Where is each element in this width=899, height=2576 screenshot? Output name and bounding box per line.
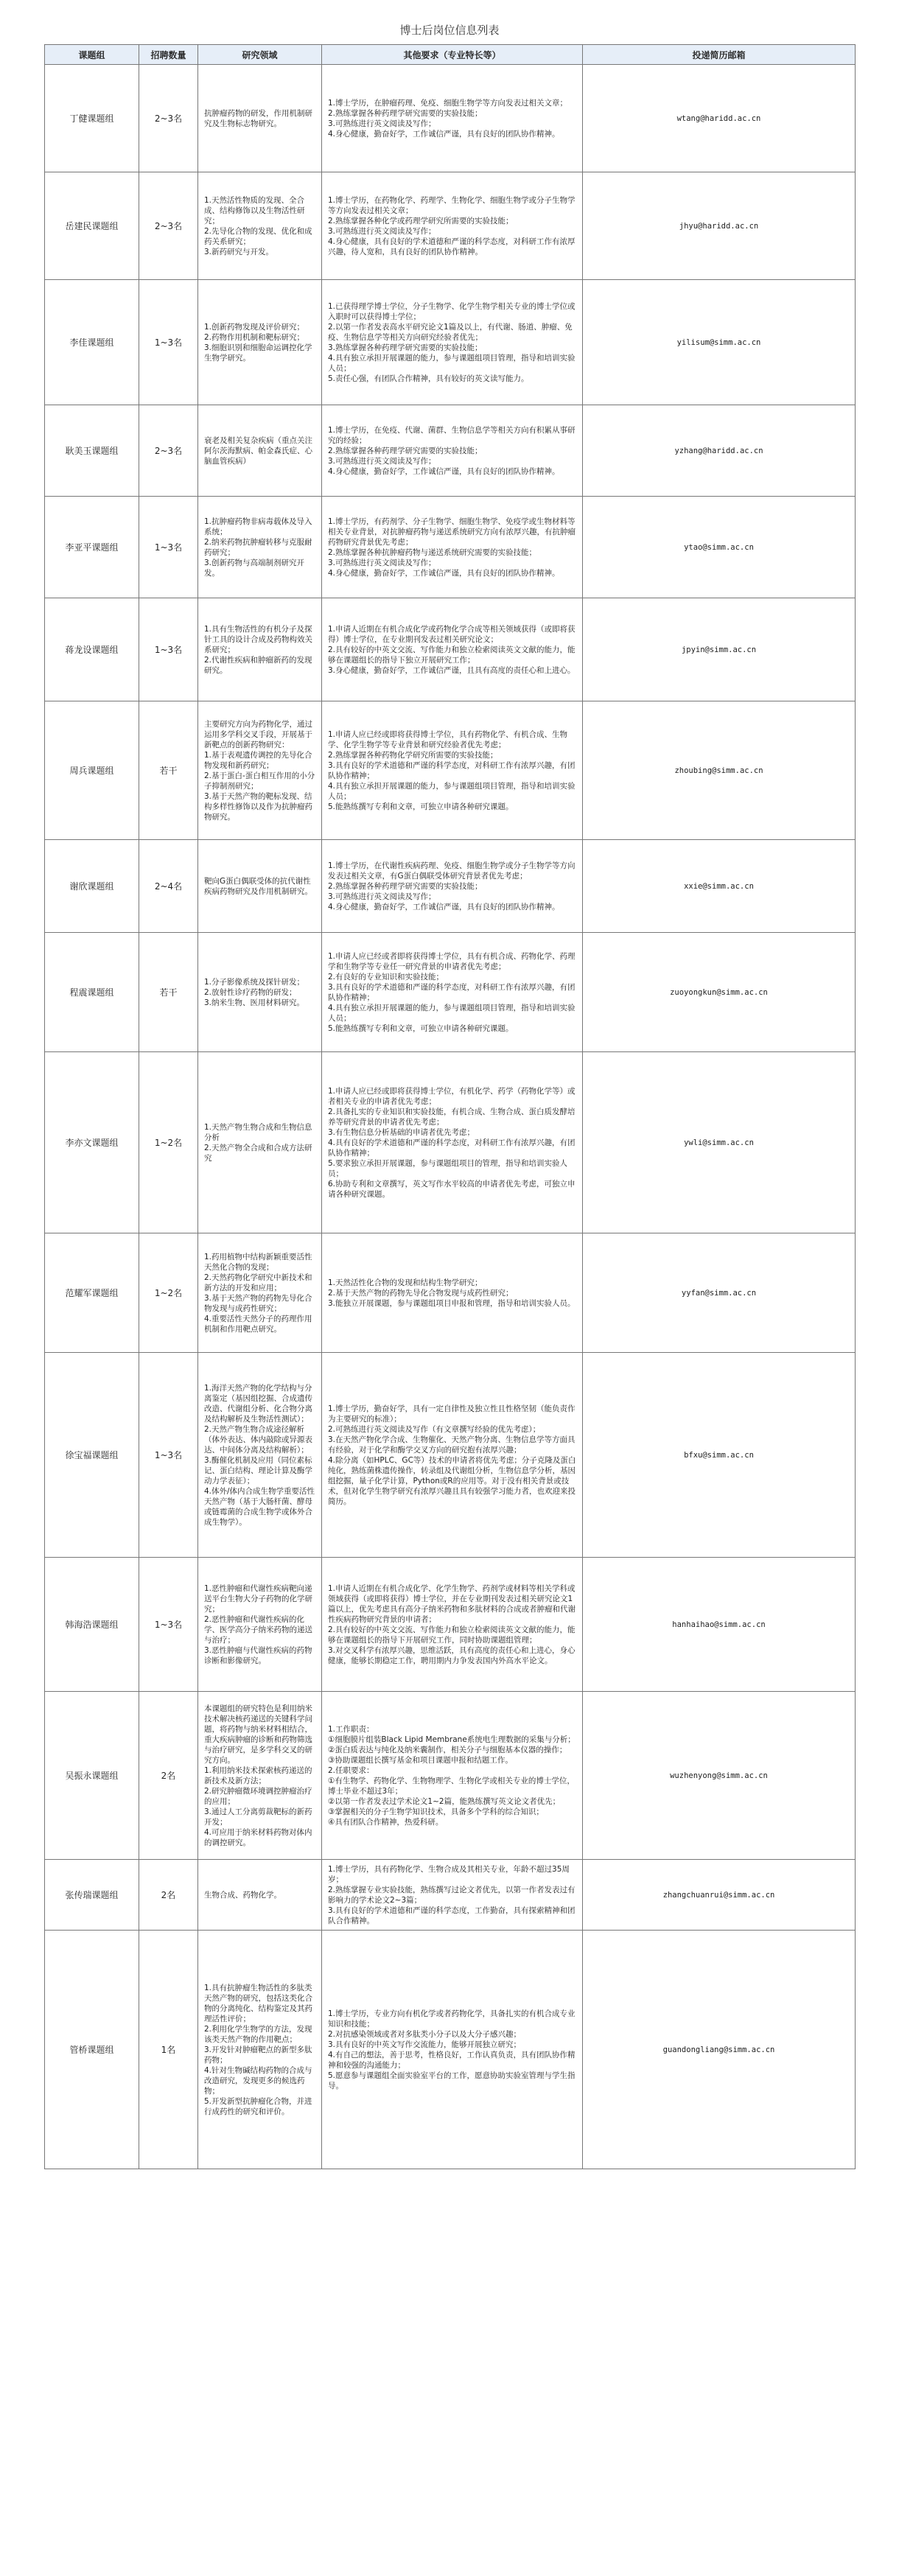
table-row: [45, 172, 856, 280]
requirements-cell: 1.博士学历，在肿瘤药理、免疫、细胞生物学等方向发表过相关文章； 2.熟练掌握各种药理学研究需要的实验技能； 3.可熟练进行英文阅读及写作； 4.身心健康，勤奋好学，工作诚信严谨，具有良好的团队协作精神。: [322, 65, 583, 172]
email-cell[interactable]: wtang@haridd.ac.cn: [583, 65, 856, 172]
group-name-cell: 吴振永课题组: [45, 1692, 139, 1860]
email-cell[interactable]: jhyu@haridd.ac.cn: [583, 172, 856, 280]
group-name-cell: 范耀军课题组: [45, 1233, 139, 1353]
group-name-cell: 耿美玉课题组: [45, 405, 139, 497]
email-cell[interactable]: wuzhenyong@simm.ac.cn: [583, 1692, 856, 1860]
table-row: [45, 1353, 856, 1558]
research-field-cell: 1.分子影像系统及探针研发； 2.放射性诊疗药物的研发； 3.纳米生物、医用材料研究。: [198, 933, 322, 1052]
position-table: [44, 44, 856, 2169]
email-cell[interactable]: zhangchuanrui@simm.ac.cn: [583, 1860, 856, 1931]
table-row: [45, 1860, 856, 1931]
hiring-count-cell: 1~3名: [139, 1353, 198, 1558]
column-header-email: 投递简历邮箱: [583, 45, 856, 65]
research-field-cell: 1.天然产物生物合成和生物信息分析 2.天然产物全合成和合成方法研究: [198, 1052, 322, 1233]
column-header-requirements: 其他要求（专业特长等）: [322, 45, 583, 65]
table-row: [45, 65, 856, 172]
email-cell[interactable]: xxie@simm.ac.cn: [583, 840, 856, 933]
requirements-cell: 1.博士学历，在代谢性疾病药理、免疫、细胞生物学或分子生物学等方向发表过相关文章，有G蛋白偶联受体研究背景者优先考虑； 2.熟练掌握各种药理学研究需要的实验技能； 3.可熟练进行英文阅读及写作； 4.身心健康，勤奋好学，工作诚信严谨，具有良好的团队协作精神。: [322, 840, 583, 933]
research-field-cell: 1.恶性肿瘤和代谢性疾病靶向递送平台生物大分子药物的化学研究； 2.恶性肿瘤和代谢性疾病的化学、医学高分子纳米药物的递送与治疗； 3.恶性肿瘤与代谢性疾病的药物诊断和影像研究。: [198, 1558, 322, 1692]
research-field-cell: 靶向G蛋白偶联受体的抗代谢性疾病药物研究及作用机制研究。: [198, 840, 322, 933]
requirements-cell: 1.工作职责： ①细胞膜片组装Black Lipid Membrane系统电生理数据的采集与分析； ②蛋白质表达与纯化及纳米囊制作，相关分子与细胞基本仪器的操作； ③协助课题组长撰写基金和项目课题申报和结题工作。 2.任职要求： ①有生物学、药物化学、生物物理学、生物化学或相关专业的博士学位，博士毕业不超过3年； ②以第一作者发表过学术论文1~2篇，能熟练撰写英文论文者优先； ③掌握相关的分子生物学知识技术，具备多个学科的综合知识； ④具有团队合作精神，热爱科研。: [322, 1692, 583, 1860]
requirements-cell: 1.博士学历，在药物化学、药理学、生物化学、细胞生物学或分子生物学等方向发表过相关文章； 2.熟练掌握各种化学或药理学研究所需要的实验技能； 3.可熟练进行英文阅读及写作； 4.身心健康，具有良好的学术道德和严谨的科学态度，对科研工作有浓厚兴趣，待人宽和，具有良好的团队协作精神。: [322, 172, 583, 280]
research-field-cell: 抗肿瘤药物的研发，作用机制研究及生物标志物研究。: [198, 65, 322, 172]
hiring-count-cell: 1~2名: [139, 1052, 198, 1233]
requirements-cell: 1.博士学历，在免疫、代谢、菌群、生物信息学等相关方向有积累从事研究的经验； 2.熟练掌握各种药理学研究需要的实验技能； 3.可熟练进行英文阅读及写作； 4.身心健康，勤奋好学，工作诚信严谨，具有良好的团队协作精神。: [322, 405, 583, 497]
requirements-cell: 1.博士学历，勤奋好学，具有一定自律性及独立性且性格坚韧（能负责作为主要研究的标准）； 2.可熟练进行英文阅读及写作（有文章撰写经验的优先考虑）； 3.在天然产物化学合成、生物催化、天然产物分离、生物信息学等方面具有经验，对于化学和酶学交叉方向的研究抱有浓厚兴趣； 4.除分离（如HPLC、GC等）技术的申请者将优先考虑；分子克隆及蛋白纯化，熟练菌株遗传操作，转录组及代谢组分析，生物信息学分析，基因组挖掘，量子化学计算，Python或R的应用等。对于没有相关背景或技术，但对化学生物学研究有浓厚兴趣且具有较强学习能力者，也欢迎来投简历。: [322, 1353, 583, 1558]
research-field-cell: 生物合成、药物化学。: [198, 1860, 322, 1931]
table-row: [45, 1233, 856, 1353]
hiring-count-cell: 2名: [139, 1860, 198, 1931]
hiring-count-cell: 1~2名: [139, 1233, 198, 1353]
email-cell[interactable]: zhoubing@simm.ac.cn: [583, 701, 856, 840]
group-name-cell: 李亦文课题组: [45, 1052, 139, 1233]
requirements-cell: 1.博士学历，有药剂学、分子生物学、细胞生物学、免疫学或生物材料等相关专业背景，对抗肿瘤药物与递送系统研究方向有浓厚兴趣，有抗肿瘤药物研究背景优先考虑； 2.熟练掌握各种抗肿瘤药物与递送系统研究需要的实验技能； 3.可熟练进行英文阅读及写作； 4.身心健康，勤奋好学，工作诚信严谨，具有良好的团队协作精神。: [322, 497, 583, 598]
email-cell[interactable]: jpyin@simm.ac.cn: [583, 598, 856, 701]
group-name-cell: 丁健课题组: [45, 65, 139, 172]
table-header-row: [45, 45, 856, 65]
table-body: [45, 65, 856, 2169]
email-cell[interactable]: yzhang@haridd.ac.cn: [583, 405, 856, 497]
table-row: [45, 497, 856, 598]
page-title: 博士后岗位信息列表: [399, 24, 500, 37]
group-name-cell: 谢欣课题组: [45, 840, 139, 933]
hiring-count-cell: 1名: [139, 1931, 198, 2169]
research-field-cell: 1.具有抗肿瘤生物活性的多肽类天然产物的研究，包括这类化合物的分离纯化、结构鉴定及其药理活性评价； 2.利用化学生物学的方法，发现该类天然产物的作用靶点； 3.开发针对肿瘤靶点的新型多肽药物； 4.针对生物碱结构药物的合成与改造研究，发现更多的候选药物； 5.开发新型抗肿瘤化合物，并进行成药性的研究和评价。: [198, 1931, 322, 2169]
group-name-cell: 岳建民课题组: [45, 172, 139, 280]
table-row: [45, 701, 856, 840]
research-field-cell: 1.具有生物活性的有机分子及探针工具的设计合成及药物构效关系研究； 2.代谢性疾病和肿瘤新药的发现研究。: [198, 598, 322, 701]
table-row: [45, 1558, 856, 1692]
group-name-cell: 蒋龙设课题组: [45, 598, 139, 701]
table-row: [45, 598, 856, 701]
group-name-cell: 徐宝福课题组: [45, 1353, 139, 1558]
hiring-count-cell: 2~3名: [139, 172, 198, 280]
column-header-field: 研究领域: [198, 45, 322, 65]
hiring-count-cell: 2~4名: [139, 840, 198, 933]
research-field-cell: 主要研究方向为药物化学，通过运用多学科交叉手段，开展基于新靶点的创新药物研究： 1.基于表观遗传调控的先导化合物发现和新药研究； 2.基于蛋白-蛋白相互作用的小分子抑制剂研究； 3.基于天然产物的靶标发现、结构多样性修饰以及作为抗肿瘤药物研究。: [198, 701, 322, 840]
hiring-count-cell: 若干: [139, 701, 198, 840]
hiring-count-cell: 1~3名: [139, 598, 198, 701]
group-name-cell: 李佳课题组: [45, 280, 139, 405]
hiring-count-cell: 2~3名: [139, 65, 198, 172]
table-row: [45, 1692, 856, 1860]
group-name-cell: 管桥课题组: [45, 1931, 139, 2169]
group-name-cell: 李亚平课题组: [45, 497, 139, 598]
requirements-cell: 1.博士学历，专业方向有机化学或者药物化学，具备扎实的有机合成专业知识和技能； 2.对抗感染领域或者对多肽类小分子以及大分子感兴趣； 3.具有良好的中英文写作交流能力，能够开展独立研究； 4.有自己的想法，善于思考，性格良好，工作认真负责，具有团队协作精神和较强的沟通能力； 5.愿意参与课题组全面实验室平台的工作，愿意协助实验室管理与学生指导。: [322, 1931, 583, 2169]
table-row: [45, 1052, 856, 1233]
email-cell[interactable]: guandongliang@simm.ac.cn: [583, 1931, 856, 2169]
requirements-cell: 1.博士学历，具有药物化学、生物合成及其相关专业，年龄不超过35周岁； 2.熟练掌握专业实验技能，熟练撰写过论文者优先，以第一作者发表过有影响力的学术论文2~3篇； 3.具有良好的学术道德和严谨的科学态度，工作勤奋，具有探索精神和团队合作精神。: [322, 1860, 583, 1931]
table-row: [45, 280, 856, 405]
requirements-cell: 1.申请人应已经或即将获得博士学位，有机化学、药学（药物化学等）或者相关专业的申请者优先考虑； 2.具备扎实的专业知识和实验技能，有机合成、生物合成、蛋白质发酵培养等研究背景的申请者优先考虑； 3.有生物信息分析基础的申请者优先考虑； 4.具有良好的学术道德和严谨的科学态度，对科研工作有浓厚兴趣，有团队协作精神； 5.要求独立承担开展课题，参与课题组项目的管理，指导和培训实验人员； 6.协助专利和文章撰写，英文写作水平较高的申请者优先考虑，可独立申请各种研究课题。: [322, 1052, 583, 1233]
requirements-cell: 1.申请人应已经或者即将获得博士学位，具有有机合成、药物化学、药理学和生物学等专业任一研究背景的申请者优先考虑； 2.有良好的专业知识和实验技能； 3.具有良好的学术道德和严谨的科学态度，对科研工作有浓厚兴趣，有团队协作精神； 4.具有独立承担开展课题的能力，参与课题组项目管理，指导和培训实验人员； 5.能熟练撰写专利和文章，可独立申请各种研究课题。: [322, 933, 583, 1052]
requirements-cell: 1.申请人近期在有机合成化学、化学生物学、药剂学或材料等相关学科或领域获得（或即将获得）博士学位，并在专业期刊发表过相关研究论文1篇以上，优先考虑具有高分子纳米药物和多肽材料的合成或者肿瘤和代谢性疾病药物研究背景的申请者； 2.具有较好的中英文交流、写作能力和独立检索阅读英文文献的能力，能够在课题组长的指导下开展研究工作，同时协助课题组管理； 3.对交叉科学有浓厚兴趣，思维活跃，具有高度的责任心和上进心，身心健康，能够长期稳定工作，聘用期内力争发表国内外高水平论文。: [322, 1558, 583, 1692]
requirements-cell: 1.申请人近期在有机合成化学或药物化学合成等相关领域获得（或即将获得）博士学位，在专业期刊发表过相关研究论文； 2.具有较好的中英文交流、写作能力和独立检索阅读英文文献的能力，能够在课题组长的指导下独立开展研究工作； 3.身心健康，勤奋好学，工作诚信严谨，且具有高度的责任心和上进心。: [322, 598, 583, 701]
hiring-count-cell: 若干: [139, 933, 198, 1052]
group-name-cell: 张传瑞课题组: [45, 1860, 139, 1931]
group-name-cell: 周兵课题组: [45, 701, 139, 840]
email-cell[interactable]: yilisum@simm.ac.cn: [583, 280, 856, 405]
requirements-cell: 1.已获得理学博士学位，分子生物学、化学生物学相关专业的博士学位或入职时可以获得博士学位； 2.以第一作者发表高水平研究论文1篇及以上，有代谢、肠道、肿瘤、免疫、生物信息学等相关方向研究经验者优先； 3.熟练掌握各种药理学研究需要的实验技能； 4.具有独立承担开展课题的能力，参与课题组项目管理，指导和培训实验人员； 5.责任心强，有团队合作精神，具有较好的英文读写能力。: [322, 280, 583, 405]
column-header-count: 招聘数量: [139, 45, 198, 65]
research-field-cell: 1.抗肿瘤药物非病毒载体及导入系统； 2.纳米药物抗肿瘤转移与克服耐药研究； 3.创新药物与高端制剂研究开发。: [198, 497, 322, 598]
column-header-group: 课题组: [45, 45, 139, 65]
research-field-cell: 1.药用植物中结构新颖重要活性天然化合物的发现； 2.天然药物化学研究中新技术和新方法的开发和应用； 3.基于天然产物的药物先导化合物发现与成药性研究； 4.重要活性天然分子的药理作用机制和作用靶点研究。: [198, 1233, 322, 1353]
hiring-count-cell: 2名: [139, 1692, 198, 1860]
email-cell[interactable]: yyfan@simm.ac.cn: [583, 1233, 856, 1353]
email-cell[interactable]: zuoyongkun@simm.ac.cn: [583, 933, 856, 1052]
table-row: [45, 840, 856, 933]
group-name-cell: 程震课题组: [45, 933, 139, 1052]
research-field-cell: 1.天然活性物质的发现、全合成、结构修饰以及生物活性研究； 2.先导化合物的发现、优化和成药关系研究； 3.新药研究与开发。: [198, 172, 322, 280]
table-row: [45, 1931, 856, 2169]
group-name-cell: 韩海浩课题组: [45, 1558, 139, 1692]
research-field-cell: 衰老及相关复杂疾病（重点关注阿尔茨海默病、帕金森氏症、心脑血管疾病）: [198, 405, 322, 497]
table-row: [45, 933, 856, 1052]
email-cell[interactable]: bfxu@simm.ac.cn: [583, 1353, 856, 1558]
email-cell[interactable]: ywli@simm.ac.cn: [583, 1052, 856, 1233]
table-row: [45, 405, 856, 497]
research-field-cell: 1.创新药物发现及评价研究； 2.药物作用机制和靶标研究； 3.细胞识别和细胞命运调控化学生物学研究。: [198, 280, 322, 405]
requirements-cell: 1.申请人应已经或即将获得博士学位，具有药物化学、有机合成、生物学、化学生物学等专业背景和研究经验者优先考虑； 2.熟练掌握各种药物化学研究所需要的实验技能； 3.具有良好的学术道德和严谨的科学态度，对科研工作有浓厚兴趣，有团队协作精神； 4.具有独立承担开展课题的能力，参与课题组项目管理，指导和培训实验人员； 5.能熟练撰写专利和文章，可独立申请各种研究课题。: [322, 701, 583, 840]
research-field-cell: 1.海洋天然产物的化学结构与分离鉴定（基因组挖掘、合成遗传改造、代谢组分析、化合物分离及结构解析及生物活性测试）； 2.天然产物生物合成途径解析（体外表达、体内敲除或异源表达、中间体分离及结构解析）； 3.酶催化机制及应用（同位素标记、蛋白结构、理论计算及酶学动力学表征）； 4.体外/体内合成生物学重要活性天然产物（基于大肠杆菌、酵母或链霉菌的合成生物学或体外合成生物学）。: [198, 1353, 322, 1558]
email-cell[interactable]: ytao@simm.ac.cn: [583, 497, 856, 598]
hiring-count-cell: 1~3名: [139, 1558, 198, 1692]
requirements-cell: 1.天然活性化合物的发现和结构生物学研究； 2.基于天然产物的药物先导化合物发现与成药性研究； 3.能独立开展课题，参与课题组项目申报和管理，指导和培训实验人员。: [322, 1233, 583, 1353]
email-cell[interactable]: hanhaihao@simm.ac.cn: [583, 1558, 856, 1692]
research-field-cell: 本课题组的研究特色是利用纳米技术解决核药递送的关键科学问题，将药物与纳米材料相结合，重大疾病肿瘤的诊断和药物筛选与治疗研究，是多学科交叉的研究方向。 1.利用纳米技术探索核药递送的新技术及新方法； 2.研究肿瘤微环境调控肿瘤治疗的应用； 3.通过人工分离剪裁靶标的新药开发； 4.可应用于纳米材料药物对体内的调控研究。: [198, 1692, 322, 1860]
hiring-count-cell: 1~3名: [139, 280, 198, 405]
hiring-count-cell: 1~3名: [139, 497, 198, 598]
hiring-count-cell: 2~3名: [139, 405, 198, 497]
